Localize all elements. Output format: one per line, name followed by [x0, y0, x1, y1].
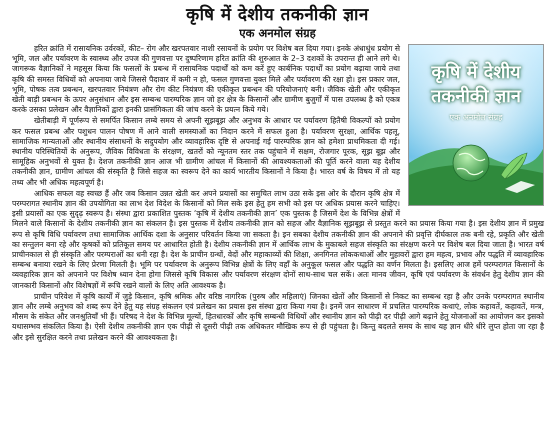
paragraph: आधिक सफल वह स्वच्छ हैं और जब किसान उन्नत खेती कर अपने प्रयासों का समुचित लाभ उठा सके इस ओर के दौरान कृषि क्षेत्र में परम्परागत स्थानीय ज्ञान की उपयोगिता का लाभ देश विदेश के किसानों को मिल सके इस हेतु हम सभी को इस पर अधिक प्रयास करने चाहिए। इसी प्रयासों का एक सुदृढ़ स्वरूप है। संस्था द्वारा प्रकाशित पुस्तक ‘कृषि में देशीय तकनीकी ज्ञान’ एक पुस्तक है जिसमें देश के विभिन्न क्षेत्रों में मिलने वाले किसानों के देशीय तकनीकी ज्ञान का संकलन है। इस पुस्तक में देशीय तकनीकी ज्ञान को सहज और वैज्ञानिक सूझबूझ से प्रस्तुत करने का प्रयास किया गया है। इस देशीय ज्ञान में प्रमुख रूप से कृषि विधि पर्यावरण तथा सामाजिक आर्थिक दशा के अनुसार परिवर्तन किया जा सकता है। इन सबका देशीय तकनीकी ज्ञान की अपनाने की प्रवृत्ति दीर्घकाल तक बनी रहे, प्रकृति और खेती का सन्तुलन बना रहे और कृषकों को प्रतिकूल समय पर आधारित होती है। देशीय तकनीकी ज्ञान में आर्थिक लाभ के मुकाबले सहज संस्कृति का संरक्षण करने पर विशेष बल दिया जाता है। भारत वर्ष प्राचीनकाल से ही संस्कृति और परम्पराओं का धनी रहा है। देश के प्राचीन ग्रन्थों, वेदों और महाकाव्यों की शिक्षा, अनगिनत लोककथाओं और मुहावरों द्वारा हम महत्व, प्रभाव और पद्धति में व्यावहारिक सम्बन्ध बनाया रखने के लिए प्रेरणा मिलती है। भूमि पर पर्यावरण के अनुरूप विभिन्न क्षेत्रों के लिए वहाँ के अनुकूल फसल और पद्धति का वर्णन मिलता है। इसलिए आज हमें परम्परागत किसानों के व्यवहारिक ज्ञान को अपनाने पर विशेष ध्यान देना होगा जिससे कृषि विकास और पर्यावरण संरक्षण दोनों साथ-साथ चल सकें। अतः मानव जीवन, कृषि एवं पर्यावरण के संवर्धन हेतु देशीय ज्ञान की जानकारी किसानों और विशेषज्ञों में रूचि रखने वालों के लिए अति आवश्यक है। [12, 188, 544, 290]
paragraph: हरित क्रांति में रासायनिक उर्वरकों, कीट– रोग और खरपतवार नाशी रसायनों के प्रयोग पर विशेष बल दिया गया। इनके अंधाधुंध प्रयोग से भूमि, जल और पर्यावरण के स्वास्थ्य और उपज की गुणवत्ता पर दुष्परिणाम हरित क्रांति की शुरुआत के 2–3 दशकों के उपरान्त ही आने लगे थे। जागरूक वैज्ञानिकों ने महसूस किया कि फसलों के प्रबन्ध में रासायनिक पदार्थों को कम करें हुए कार्बनिक पदार्थों का प्रयोग बढ़ाया जाये तथा कृषि की समस्त विधियों को अपनाया जाये जिससे पैदावार में कमी न हो, फसल गुणवत्ता युक्त मिले और पर्यावरण की रक्षा हो। इस प्रकार जल, भूमि, पोषक तत्व प्रबन्धन, खरपतवार नियंत्रण और रोग कीट नियंत्रण की एकीकृत प्रबन्धन की परियोजनाएं बनी। जैविक खेती और एकीकृत खेती बाड़ी प्रबन्धन के ऊपर अनुसंधान और इस सम्बन्ध पारम्परिक ज्ञान जो हर क्षेत्र के किसानों और ग्रामीण बुजुर्गों में पास उपलब्ध है को एकत्र करके उसका प्रलेखन और वैज्ञानिकों द्वारा इनकी प्रासंगिकता की जांच करने के प्रयत्न किये गये। [12, 44, 400, 115]
page-subtitle: एक अनमोल संग्रह [239, 26, 316, 40]
cover-title-line2: तकनीकी ज्ञान [431, 86, 521, 107]
cover-title [409, 61, 543, 109]
cover-title-line1: कृषि में देशीय [431, 62, 521, 83]
book-cover-image [408, 44, 544, 206]
paragraph: प्राचीन परिवेश में कृषि कार्यों में जुड़े किसान, कृषि श्रमिक और वरिष्ठ नागरिक (पुरुष और महिलाएं) जिनका खेतों और किसानों से निकट का सम्बन्ध रहा है और उनके परम्परागत स्थानीय ज्ञान और लम्बे अनुभव को शब्द रूप देने हेतु यह संग्रह संकलन एवं प्रलेखन का प्रयास इस संस्था द्वारा किया गया है। इनमें जन साधारण में प्रचलित पारम्परिक कथाएं, लोक कहावतें, कहावतें, मन्त्र, मौसम के संकेत और जनश्रुतियाँ भी हैं। परिषद ने देश के विभिन्न मूल्यों, हितधारकों और कृषि सम्बन्धी विधियों और स्थानीय ज्ञान को पीढ़ी दर पीढ़ी आगे बढ़ाने हेतु योजनाओं का आयोजन कर इसको यथासम्भव संकलित किया है। ऐसी देशीय तकनीकी ज्ञान एक पीढ़ी से दूसरी पीढ़ी तक अधिकतर मौखिक रूप से ही पहुंचता है। किन्तु बदलते समय के साथ यह ज्ञान धीरे धीरे लुप्त होता जा रहा है और इसे सुरक्षित करने तथा प्रलेखन करने की आवश्यकता है। [12, 291, 544, 342]
article-body [12, 44, 544, 343]
page-title: कृषि में देशीय तकनीकी ज्ञान [186, 5, 369, 25]
paragraph: खेतीबाड़ी में पूर्णरूप से समर्पित किसान लम्बे समय से अपनी सूझबूझ और अनुभव के आधार पर पर्यावरण हितैषी विकल्पों को प्रयोग कर फसल प्रबन्ध और पशुधन पालन पोषण में आने वाली समस्याओं का निदान करने में सफल हुआ है। पर्यावरण सुरक्षा, आर्थिक पहलू, सामाजिक मान्यताओं और स्थानीय संसाधनों के सदुपयोग और व्यावहारिक दृष्टि से अपनाई गई पारम्परिक ज्ञान को हमेशा प्राथमिकता दी गई। स्थानीय परिस्थितियों के अनुरूप, जैविक विविधता के संरक्षण, खतरों को न्यूनतम स्तर तक पहुंचाने में सक्षम, रोजगार पूरक, सूझ बूझ और सामूहिक अनुभवों से युक्त है। देशज तकनीकी ज्ञान आज भी ग्रामीण आंचल में किसानों की आवश्यकताओं की पूर्ति करने वाला यह देशीय तकनीकी ज्ञान, ग्रामीण आंचल की संस्कृति है जिसे सहज का स्वरूप देने का कार्य भारतीय किसानों ने किया है। भारत वर्ष के विषय में तो यह तथ्य और भी अधिक महत्वपूर्ण है। [12, 116, 400, 187]
cover-subtitle: एक अनमोल संग्रह [449, 113, 503, 122]
